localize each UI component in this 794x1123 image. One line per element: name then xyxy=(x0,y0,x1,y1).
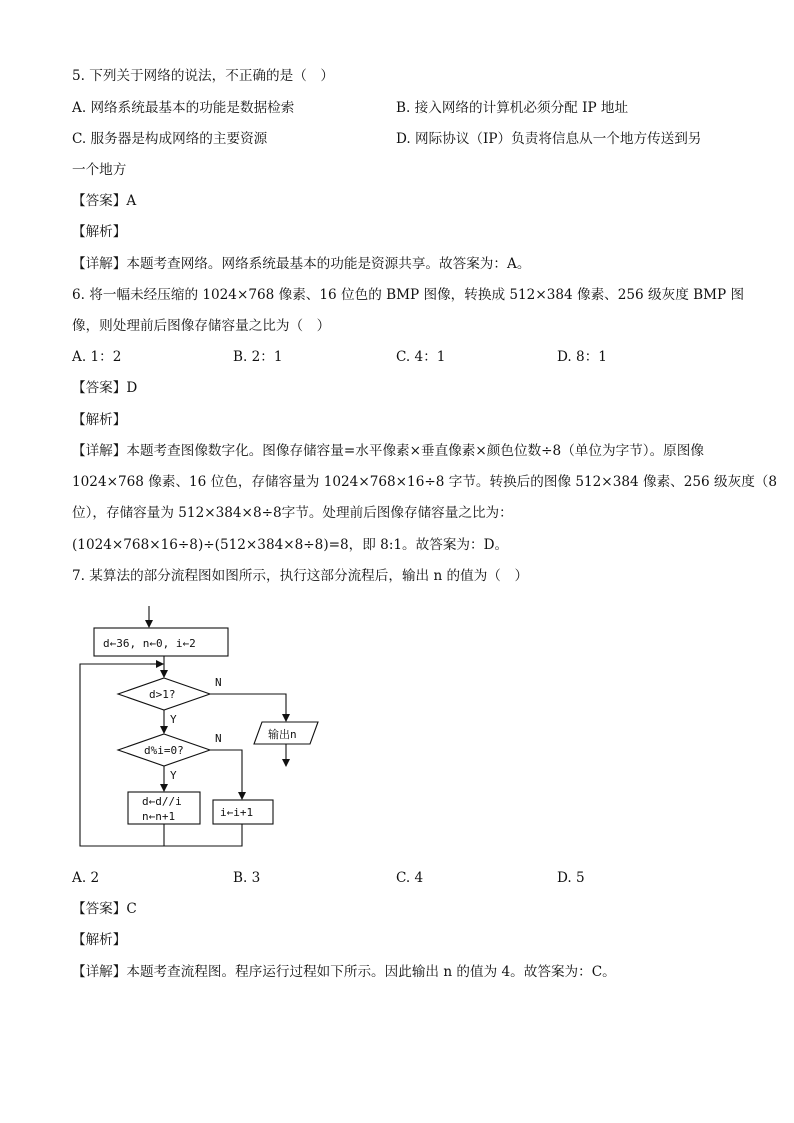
q5-analysis-tag: 【解析】 xyxy=(72,224,127,240)
q5-option-d-continuation: 一个地方 xyxy=(72,162,127,178)
q7-answer xyxy=(72,899,137,919)
q6-answer xyxy=(72,378,137,398)
q5-answer xyxy=(72,191,136,211)
detail-text: 本题考查图像数字化。图像存储容量=水平像素×垂直像素×颜色位数÷8（单位为字节）。原图像 xyxy=(126,443,704,459)
q5-option-c: C. 服务器是构成网络的主要资源 xyxy=(72,131,268,147)
q6-stem-line2: 像，则处理前后图像存储容量之比为（ ） xyxy=(72,318,331,334)
detail-tag: 【详解】 xyxy=(72,443,127,459)
detail-tag: 【详解】 xyxy=(72,256,127,272)
q6-stem-line1: 6. 将一幅未经压缩的 1024×768 像素、16 位色的 BMP 图像，转换成 512×384 像素、256 级灰度 BMP 图 xyxy=(72,287,745,303)
cond1-text: d>1? xyxy=(149,688,176,701)
body-text-line2: n←n+1 xyxy=(142,810,176,823)
cond2-text: d%i=0? xyxy=(144,744,184,757)
q7-detail xyxy=(72,962,616,982)
q6-option-d: D. 8：1 xyxy=(557,349,607,365)
q7-option-b: B. 3 xyxy=(233,870,261,886)
cond2-no-arrow xyxy=(210,750,242,799)
q5-option-a: A. 网络系统最基本的功能是数据检索 xyxy=(72,100,295,116)
q7-option-a: A. 2 xyxy=(72,870,100,886)
cond1-yes-label: Y xyxy=(170,713,177,726)
increment-text: i←i+1 xyxy=(220,806,254,819)
answer-value: A xyxy=(126,193,137,209)
q6-analysis-tag: 【解析】 xyxy=(72,412,127,428)
cond1-no-label: N xyxy=(215,676,222,689)
answer-tag: 【答案】 xyxy=(72,380,127,396)
output-text: 输出n xyxy=(268,728,297,741)
q6-detail-line4: (1024×768×16÷8)÷(512×384×8÷8)=8，即 8:1。故答案为：D。 xyxy=(72,537,509,553)
answer-tag: 【答案】 xyxy=(72,193,127,209)
q7-flowchart xyxy=(60,596,350,866)
q5-detail xyxy=(72,254,530,274)
q6-detail-line1 xyxy=(72,441,704,461)
detail-text: 本题考查流程图。程序运行过程如下所示。因此输出 n 的值为 4。故答案为：C。 xyxy=(126,964,616,980)
q7-stem: 7. 某算法的部分流程图如图所示，执行这部分流程后，输出 n 的值为（ ） xyxy=(72,568,529,584)
q6-detail-line3: 位），存储容量为 512×384×8÷8字节。处理前后图像存储容量之比为： xyxy=(72,505,513,521)
detail-text: 本题考查网络。网络系统最基本的功能是资源共享。故答案为：A。 xyxy=(126,256,531,272)
cond2-yes-label: Y xyxy=(170,769,177,782)
q7-option-d: D. 5 xyxy=(557,870,585,886)
cond2-no-label: N xyxy=(215,732,222,745)
detail-tag: 【详解】 xyxy=(72,964,127,980)
answer-value: C xyxy=(126,901,137,917)
q6-detail-line2: 1024×768 像素、16 位色，存储容量为 1024×768×16÷8 字节。转换后的图像 512×384 像素、256 级灰度（8 xyxy=(72,474,778,490)
q5-option-d: D. 网际协议（IP）负责将信息从一个地方传送到另 xyxy=(396,131,702,147)
cond1-no-arrow xyxy=(210,694,286,721)
q7-analysis-tag: 【解析】 xyxy=(72,932,127,948)
q7-option-c: C. 4 xyxy=(396,870,424,886)
answer-value: D xyxy=(126,380,138,396)
init-text: d←36, n←0, i←2 xyxy=(103,637,196,650)
body-text-line1: d←d//i xyxy=(142,795,182,808)
q6-option-a: A. 1：2 xyxy=(72,349,122,365)
q5-option-b: B. 接入网络的计算机必须分配 IP 地址 xyxy=(396,100,629,116)
q5-stem: 5. 下列关于网络的说法，不正确的是（ ） xyxy=(72,68,334,84)
answer-tag: 【答案】 xyxy=(72,901,127,917)
q6-option-c: C. 4：1 xyxy=(396,349,446,365)
q6-option-b: B. 2：1 xyxy=(233,349,283,365)
